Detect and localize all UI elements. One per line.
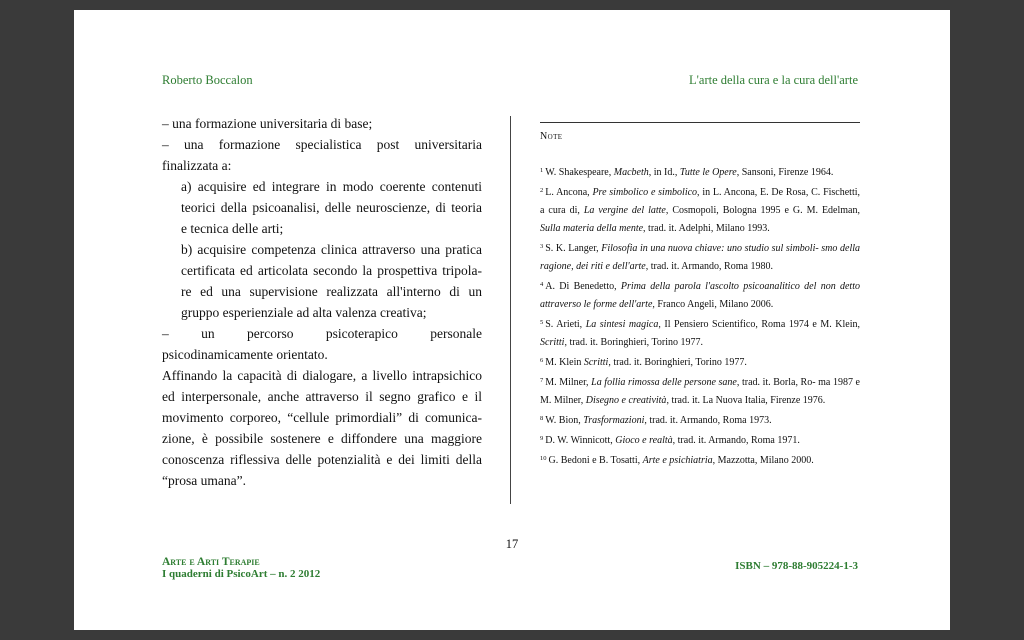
header-title: L'arte della cura e la cura dell'arte (689, 73, 858, 87)
sub-item-a: a) acquisire ed integrare in modo coerente contenuti (181, 179, 482, 194)
list-item-continuation: finalizzata a: (162, 158, 232, 173)
notes-column (540, 122, 860, 470)
list-item: – una formazione universitaria di base; (162, 116, 373, 131)
journal-issue: I quaderni di PsicoArt – n. 2 2012 (162, 568, 321, 580)
sub-item-b: certificata ed articolata secondo la prospettiva tripola- (181, 263, 482, 278)
footer-journal (162, 556, 320, 580)
footnote: $^6$ M. Klein Scritti, trad. it. Boringhieri, Torino 1977. (540, 357, 747, 368)
footnote: $^9$ D. W. Winnicott, Gioco e realtà, trad. it. Armando, Roma 1971. (540, 435, 800, 446)
document-page (74, 10, 950, 630)
header-author: Roberto Boccalon (162, 73, 253, 87)
footer-isbn: ISBN – 978-88-905224-1-3 (735, 560, 858, 572)
footnote: $^5$ S. Arieti, La sintesi magica, Il Pensiero Scientifico, Roma 1974 e M. Klein, Scritti, trad. it. Boringhieri, Torino 1977. (540, 319, 860, 348)
list-item: – un percorso psicoterapico personale (162, 326, 482, 341)
list-item-continuation: psicodinamicamente orientato. (162, 347, 328, 362)
journal-title: Arte e Arti Terapie (162, 556, 260, 568)
body-paragraph: Affinando la capacità di dialogare, a livello intrapsichico ed interpersonale, anche attraverso il segno grafico e il movimento corporeo, “cellule primordiali” di comunica- zione, è possibile sostenere e diffondere una maggiore conoscenza riflessiva delle potenzialità e dei limiti della “prosa umana”. (162, 368, 482, 488)
footnote: $^2$ L. Ancona, Pre simbolico e simbolico, in L. Ancona, E. De Rosa, C. Fischetti, a cura di, La vergine del latte, Cosmopoli, Bologna 1995 e G. M. Edelman, Sulla materia della mente, trad. it. Adelphi, Milano 1993. (540, 187, 861, 234)
notes-heading: Note (540, 131, 563, 142)
page-number: 17 (505, 537, 519, 551)
footnote: $^4$ A. Di Benedetto, Prima della parola l'ascolto psicoanalitico del non detto attraverso le forme dell'arte, Franco Angeli, Milano 2006. (540, 281, 860, 310)
sub-item-a: e tecnica delle arti; (181, 221, 284, 236)
footnote: $^3$ S. K. Langer, Filosofia in una nuova chiave: uno studio sul simboli- smo della ragione, dei riti e dell'arte, trad. it. Armando, Roma 1980. (540, 243, 860, 272)
list-item: – una formazione specialistica post universitaria (162, 137, 482, 152)
sub-item-b: re ed una supervisione realizzata all'interno di un (181, 284, 482, 299)
footnote: $^8$ W. Bion, Trasformazioni, trad. it. Armando, Roma 1973. (540, 415, 772, 426)
main-text-column (162, 113, 482, 491)
column-divider (510, 116, 511, 504)
sub-item-b: gruppo esperienziale ad alta valenza creativa; (181, 305, 427, 320)
sub-item-a: teorici della psicoanalisi, delle neuroscienze, di teoria (181, 200, 482, 215)
sub-item-b: b) acquisire competenza clinica attraverso una pratica (181, 242, 482, 257)
footnote: $^7$ M. Milner, La follia rimossa delle persone sane, trad. it. Borla, Ro- ma 1987 e M. Milner, Disegno e creatività, trad. it. La Nuova Italia, Firenze 1976. (540, 377, 860, 406)
footnote: $^1$ W. Shakespeare, Macbeth, in Id., Tutte le Opere, Sansoni, Firenze 1964. (540, 167, 834, 178)
notes-rule (540, 122, 860, 123)
footnote: $^{10}$ G. Bedoni e B. Tosatti, Arte e psichiatria, Mazzotta, Milano 2000. (540, 455, 814, 466)
